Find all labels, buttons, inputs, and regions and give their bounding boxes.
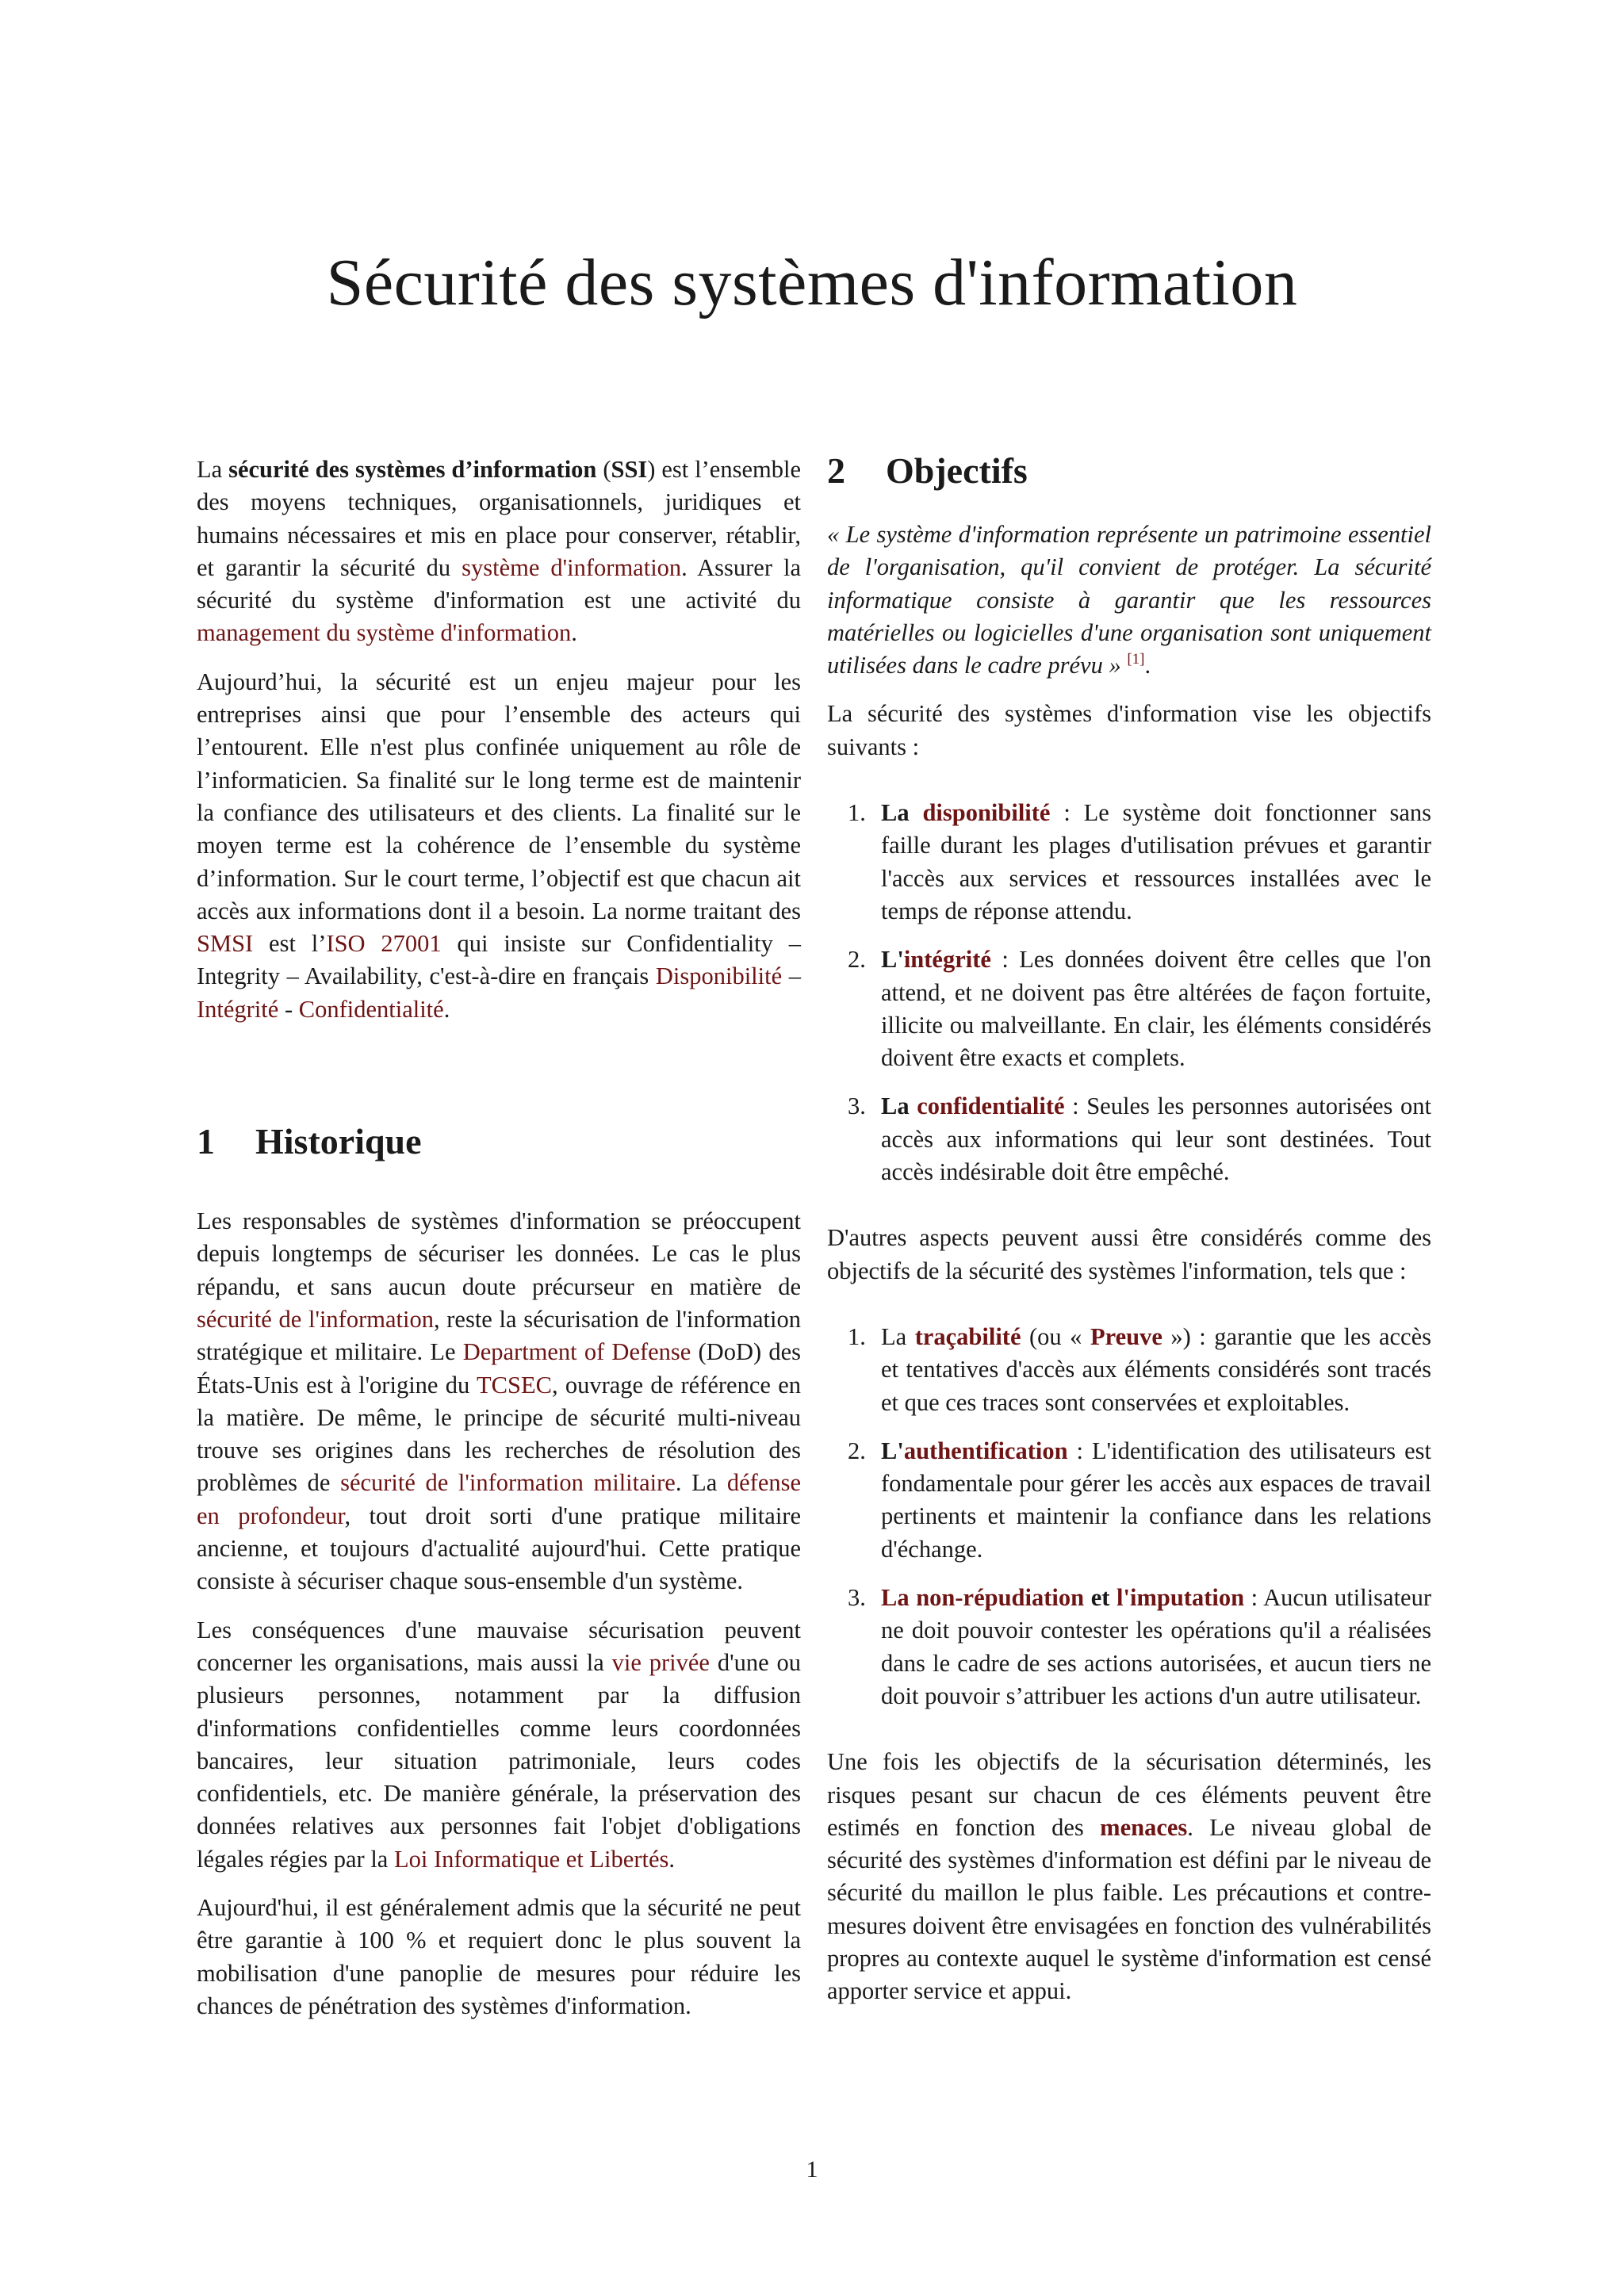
link-confidentialite-item[interactable]: confidentialité	[917, 1093, 1065, 1120]
list-item: 3. La confidentialité : Seules les personnes autorisées ont accès aux informations qui leur sont destinées. Tout accès indésirable doit être empêché.	[848, 1093, 1431, 1186]
link-disponibilite[interactable]: Disponibilité	[655, 962, 783, 990]
link-securite-information[interactable]: sécurité de l'information	[197, 1305, 434, 1333]
link-department-of-defense[interactable]: Department of Defense	[462, 1338, 691, 1366]
right-column	[827, 450, 1431, 2024]
link-smsi[interactable]: SMSI	[197, 930, 254, 958]
left-column	[197, 453, 801, 2038]
link-confidentialite[interactable]: Confidentialité	[298, 995, 444, 1023]
link-imputation[interactable]: l'imputation	[1116, 1584, 1245, 1612]
link-menaces[interactable]: menaces	[1100, 1813, 1188, 1841]
link-securite-information-militaire[interactable]: sécurité de l'information militaire	[340, 1469, 676, 1497]
list-item: 2. L'authentification : L'identification des utilisateurs est fondamentale pour gérer les accès aux espaces de travail pertinents et maintenir la confiance dans les relations d'échange.	[848, 1437, 1431, 1563]
list-item: 1. La disponibilité : Le système doit fonctionner sans faille durant les plages d'utilisation prévues et garantir l'accès aux services et ressources installées avec le temps de réponse attendu.	[848, 799, 1431, 924]
conclusion-paragraph: Une fois les objectifs de la sécurisation déterminés, les risques pesant sur chacun de ces éléments peuvent être estimés en fonction des menaces. Le niveau global de sécurité des systèmes d'information est défini par le niveau de sécurité du maillon le plus faible. Les précautions et contre-mesures doivent être envisagées en fonction des vulnérabilités propres au contexte auquel le système d'information est censé apporter service et appui.	[827, 1748, 1431, 2005]
section-heading-objectifs: 2 Objectifs	[827, 450, 1028, 491]
link-disponibilite-item[interactable]: disponibilité	[922, 799, 1051, 827]
section-heading-historique: 1 Historique	[197, 1121, 422, 1162]
page-number: 1	[806, 2156, 818, 2183]
context-paragraph: Aujourd’hui, la sécurité est un enjeu majeur pour les entreprises ainsi que pour l’ensemble des acteurs qui l’entourent. Elle n'est plus confinée uniquement au rôle de l’informaticien. Sa finalité sur le long terme est de maintenir la confiance des utilisateurs et des clients. La finalité sur le moyen terme est la cohérence de l’ensemble du système d’information. Sur le court terme, l’objectif est que chacun ait accès aux informations dont il a besoin. La norme traitant des SMSI est l’ISO 27001 qui insiste sur Confidentiality – Integrity – Availability, c'est-à-dire en français Disponibilité – Intégrité - Confidentialité.	[197, 668, 802, 1023]
link-loi-informatique-libertes[interactable]: Loi Informatique et Libertés	[393, 1845, 669, 1873]
historique-paragraph-2: Les conséquences d'une mauvaise sécurisation peuvent concerner les organisations, mais aussi la vie privée d'une ou plusieurs personnes, notamment par la diffusion d'informations confidentielles comme leurs coordonnées bancaires, leur situation patrimoniale, leurs codes confidentiels, etc. De manière générale, la préservation des données relatives aux personnes fait l'objet d'obligations légales régies par la Loi Informatique et Libertés.	[197, 1616, 801, 1873]
link-systeme-information[interactable]: système d'information	[462, 553, 682, 581]
other-aspects-list	[827, 1321, 1431, 1712]
link-integrite[interactable]: Intégrité	[197, 995, 279, 1023]
link-management-si[interactable]: management du système d'information	[197, 619, 572, 647]
link-tracabilite[interactable]: traçabilité	[914, 1322, 1021, 1350]
link-integrite-item[interactable]: intégrité	[903, 946, 991, 974]
objectifs-intro: La sécurité des systèmes d'information vise les objectifs suivants :	[827, 700, 1431, 760]
link-tcsec[interactable]: TCSEC	[477, 1371, 552, 1399]
list-item: 1. La traçabilité (ou « Preuve ») : garantie que les accès et tentatives d'accès aux éléments considérés sont tracés et que ces traces sont conservées et exploitables.	[848, 1322, 1431, 1416]
link-vie-privee[interactable]: vie privée	[611, 1648, 710, 1676]
page-title: Sécurité des systèmes d'information	[326, 246, 1298, 320]
link-authentification[interactable]: authentification	[903, 1437, 1068, 1464]
historique-paragraph-3: Aujourd'hui, il est généralement admis que la sécurité ne peut être garantie à 100 % et requiert donc le plus souvent la mobilisation d'une panoplie de mesures pour réduire les chances de pénétration des systèmes d'information.	[197, 1893, 801, 2019]
reference-link[interactable]: [1]	[1127, 651, 1145, 668]
list-item: 3. La non-répudiation et l'imputation : Aucun utilisateur ne doit pouvoir contester les opérations qu'il a réalisées dans le cadre de ses actions autorisées, et aucun tiers ne doit pouvoir s’attribuer les actions d'un autre utilisateur.	[848, 1584, 1431, 1709]
link-defense-en-profondeur[interactable]: défense en profondeur	[197, 1469, 802, 1529]
other-aspects-paragraph: D'autres aspects peuvent aussi être considérés comme des objectifs de la sécurité des systèmes l'information, tels que :	[827, 1224, 1431, 1284]
objectifs-quote: « Le système d'information représente un patrimoine essentiel de l'organisation, qu'il convient de protéger. La sécurité informatique consiste à garantir que les ressources matérielles ou logicielles d'une organisation sont uniquement utilisées dans le cadre prévu » [1].	[827, 521, 1431, 679]
link-iso-27001[interactable]: ISO 27001	[326, 930, 442, 958]
list-item: 2. L'intégrité : Les données doivent être celles que l'on attend, et ne doivent pas être altérées de façon fortuite, illicite ou malveillante. En clair, les éléments considérés doivent être exacts et complets.	[848, 946, 1431, 1072]
historique-paragraph-1: Les responsables de systèmes d'information se préoccupent depuis longtemps de sécuriser les données. Le cas le plus répandu, et sans aucun doute précurseur en matière de sécurité de l'information, reste la sécurisation de l'information stratégique et militaire. Le Department of Defense (DoD) des États-Unis est à l'origine du TCSEC, ouvrage de référence en la matière. De même, le principe de sécurité multi-niveau trouve ses origines dans les recherches de résolution des problèmes de sécurité de l'information militaire. La défense en profondeur, tout droit sorti d'une pratique militaire ancienne, et toujours d'actualité aujourd'hui. Cette pratique consiste à sécuriser chaque sous-ensemble d'un système.	[197, 1207, 802, 1595]
link-preuve[interactable]: Preuve	[1090, 1322, 1162, 1350]
intro-paragraph: La sécurité des systèmes d’information (SSI) est l’ensemble des moyens techniques, organisationnels, juridiques et humains nécessaires et mis en place pour conserver, rétablir, et garantir la sécurité du système d'information. Assurer la sécurité du système d'information est une activité du management du système d'information.	[197, 456, 801, 647]
link-non-repudiation[interactable]: La non-répudiation	[881, 1584, 1085, 1612]
objectifs-list	[827, 797, 1431, 1188]
